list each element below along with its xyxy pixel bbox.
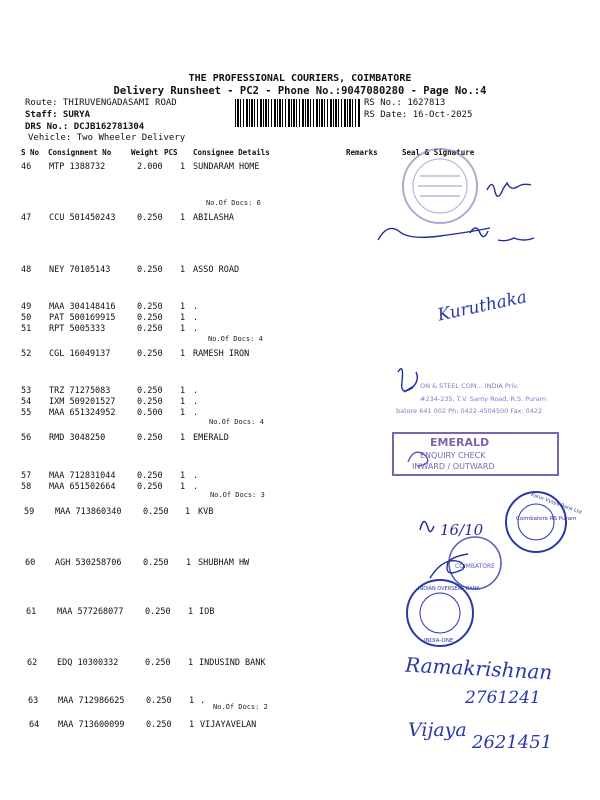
row-pcs: 1: [186, 558, 192, 568]
emerald-stamp: [393, 433, 558, 475]
row-consignee: EMERALD: [193, 433, 229, 443]
svg-text:batore 641 002 Ph: 0422-450450: batore 641 002 Ph: 0422-4504500 Fax: 0422: [396, 407, 543, 415]
row-consignee: .: [193, 482, 199, 492]
row-consignee: .: [193, 313, 199, 323]
row-pcs: 1: [180, 433, 186, 443]
signature-row-51: Kuruthaka: [435, 287, 529, 326]
row-consignment: CGL 16049137: [49, 349, 111, 359]
row-consignee: INDUSIND BANK: [199, 658, 266, 668]
row-consignment: TRZ 71275083: [49, 386, 111, 396]
col-pcs: PCS: [164, 148, 178, 157]
row-sno: 46: [21, 162, 32, 172]
row-weight: 0.250: [137, 471, 163, 481]
row-consignee: ASSO ROAD: [193, 265, 240, 275]
svg-text:INDIA-ONE: INDIA-ONE: [424, 638, 454, 644]
row-consignee: .: [193, 408, 199, 418]
row-pcs: 1: [180, 162, 186, 172]
row-sno: 60: [25, 558, 36, 568]
signature-row-62-name: Ramakrishnan: [404, 652, 553, 685]
signature-row-64-number: 2621451: [472, 732, 553, 753]
svg-text:Coimbatore RS Puram: Coimbatore RS Puram: [516, 516, 577, 522]
shubham-stamp: [449, 537, 501, 589]
row-consignee: .: [193, 324, 199, 334]
col-sno: S No: [21, 148, 40, 157]
row-consignment: MAA 651502664: [49, 482, 116, 492]
row-consignment: MAA 713860340: [55, 507, 122, 517]
row-consignee: KVB: [198, 507, 214, 517]
svg-text:Karur Vysya Bank Ltd: Karur Vysya Bank Ltd: [530, 491, 583, 516]
signature-row-64-name: Vijaya: [408, 719, 467, 741]
svg-text:INWARD / OUTWARD: INWARD / OUTWARD: [412, 462, 495, 471]
row-pcs: 1: [180, 408, 186, 418]
row-pcs: 1: [180, 471, 186, 481]
company-round-stamp: [403, 149, 477, 223]
signature-row-47: [378, 228, 534, 241]
row-consignment: MAA 651324952: [49, 408, 116, 418]
row-consignee: .: [193, 302, 199, 312]
row-consignee: .: [193, 386, 199, 396]
row-consignee: ABILASHA: [193, 213, 234, 223]
row-pcs: 1: [180, 482, 186, 492]
docs-count-note: No.Of Docs: 3: [210, 491, 265, 499]
col-consignee: Consignee Details: [193, 148, 270, 157]
row-weight: 0.250: [137, 313, 163, 323]
row-weight: 0.500: [137, 408, 163, 418]
row-consignment: MAA 577268077: [57, 607, 124, 617]
row-sno: 56: [21, 433, 32, 443]
row-pcs: 1: [180, 313, 186, 323]
row-sno: 54: [21, 397, 32, 407]
runsheet-title: Delivery Runsheet - PC2 - Phone No.:9047080280 - Page No.:4: [113, 85, 487, 97]
row-sno: 62: [27, 658, 38, 668]
row-consignee: .: [193, 397, 199, 407]
row-pcs: 1: [180, 324, 186, 334]
row-consignee: RAMESH IRON: [193, 349, 250, 359]
row-consignment: PAT 500169915: [49, 313, 116, 323]
row-consignment: AGH 530258706: [55, 558, 122, 568]
row-weight: 0.250: [137, 302, 163, 312]
svg-text:INDIAN OVERSEAS BANK: INDIAN OVERSEAS BANK: [418, 586, 480, 592]
row-pcs: 1: [180, 213, 186, 223]
row-consignee: .: [193, 471, 199, 481]
row-weight: 0.250: [146, 696, 172, 706]
row-weight: 0.250: [143, 507, 169, 517]
row-consignee: VIJAYAVELAN: [200, 720, 257, 730]
row-consignment: IXM 509201527: [49, 397, 116, 407]
row-sno: 61: [26, 607, 37, 617]
row-weight: 0.250: [137, 482, 163, 492]
row-sno: 58: [21, 482, 32, 492]
svg-text:EMERALD: EMERALD: [430, 436, 490, 449]
row-pcs: 1: [188, 658, 194, 668]
row-weight: 0.250: [143, 558, 169, 568]
row-sno: 50: [21, 313, 32, 323]
row-consignee: .: [200, 696, 206, 706]
drs-number: DRS No.: DCJB162781304: [25, 122, 145, 132]
col-remarks: Remarks: [346, 148, 378, 157]
rs-number: RS No.: 1627813: [364, 98, 446, 108]
row-pcs: 1: [189, 720, 195, 730]
row-weight: 0.250: [137, 386, 163, 396]
row-sno: 51: [21, 324, 32, 334]
row-consignment: RMD 3048250: [49, 433, 106, 443]
vehicle-label: Vehicle: Two Wheeler Delivery: [28, 133, 186, 143]
row-sno: 55: [21, 408, 32, 418]
row-weight: 0.250: [146, 720, 172, 730]
steel-company-stamp: [396, 382, 546, 415]
row-weight: 0.250: [137, 324, 163, 334]
row-consignment: CCU 501450243: [49, 213, 116, 223]
row-consignment: EDQ 10300332: [57, 658, 119, 668]
kvb-bank-stamp: [506, 492, 582, 552]
row-consignee: SUNDARAM HOME: [193, 162, 260, 172]
row-pcs: 1: [180, 349, 186, 359]
docs-count-note: No.Of Docs: 4: [209, 418, 264, 426]
company-title: THE PROFESSIONAL COURIERS, COIMBATORE: [188, 73, 412, 84]
row-pcs: 1: [180, 265, 186, 275]
row-sno: 49: [21, 302, 32, 312]
row-sno: 64: [29, 720, 40, 730]
row-consignee: IOB: [199, 607, 215, 617]
signature-row-46: [487, 183, 531, 196]
row-sno: 59: [24, 507, 35, 517]
docs-count-note: No.Of Docs: 2: [213, 703, 268, 711]
iob-bank-stamp: [407, 580, 480, 646]
col-consignment: Consignment No: [48, 148, 112, 157]
row-weight: 0.250: [145, 658, 171, 668]
svg-text:#234-235, T.V. Samy Road, R.S.: #234-235, T.V. Samy Road, R.S. Puram: [420, 395, 547, 403]
svg-text:ON & STEEL COM... INDIA Priv.: ON & STEEL COM... INDIA Priv.: [420, 382, 519, 390]
row-consignment: MAA 304148416: [49, 302, 116, 312]
col-weight: Weight: [131, 148, 159, 157]
row-weight: 0.250: [137, 265, 163, 275]
row-weight: 2.000: [137, 162, 163, 172]
row-consignee: SHUBHAM HW: [198, 558, 250, 568]
row-pcs: 1: [188, 607, 194, 617]
docs-count-note: No.Of Docs: 6: [206, 199, 261, 207]
row-sno: 57: [21, 471, 32, 481]
signature-row-59-mark: [420, 521, 434, 531]
row-weight: 0.250: [137, 433, 163, 443]
row-weight: 0.250: [137, 213, 163, 223]
svg-text:ENQUIRY CHECK: ENQUIRY CHECK: [420, 451, 486, 460]
row-consignment: MTP 1388732: [49, 162, 106, 172]
row-sno: 47: [21, 213, 32, 223]
svg-text:COIMBATORE: COIMBATORE: [455, 563, 495, 570]
row-consignment: MAA 713600099: [58, 720, 125, 730]
row-sno: 63: [28, 696, 39, 706]
row-consignment: MAA 712986625: [58, 696, 125, 706]
col-seal: Seal & Signature: [402, 148, 475, 157]
row-pcs: 1: [180, 397, 186, 407]
signature-row-59: 16/10: [440, 521, 484, 539]
row-consignment: RPT 5005333: [49, 324, 106, 334]
row-sno: 52: [21, 349, 32, 359]
row-consignment: NEY 70105143: [49, 265, 111, 275]
row-sno: 48: [21, 265, 32, 275]
signature-row-62-number: 2761241: [465, 688, 541, 708]
staff-label: Staff: SURYA: [25, 110, 91, 120]
signature-row-52: [398, 369, 417, 392]
row-sno: 53: [21, 386, 32, 396]
row-consignment: MAA 712831044: [49, 471, 116, 481]
rs-date: RS Date: 16-Oct-2025: [364, 110, 473, 120]
row-pcs: 1: [189, 696, 195, 706]
row-pcs: 1: [180, 386, 186, 396]
row-pcs: 1: [180, 302, 186, 312]
row-weight: 0.250: [137, 397, 163, 407]
route-label: Route: THIRUVENGADASAMI ROAD: [25, 98, 177, 108]
docs-count-note: No.Of Docs: 4: [208, 335, 263, 343]
row-pcs: 1: [185, 507, 191, 517]
row-weight: 0.250: [137, 349, 163, 359]
row-weight: 0.250: [145, 607, 171, 617]
